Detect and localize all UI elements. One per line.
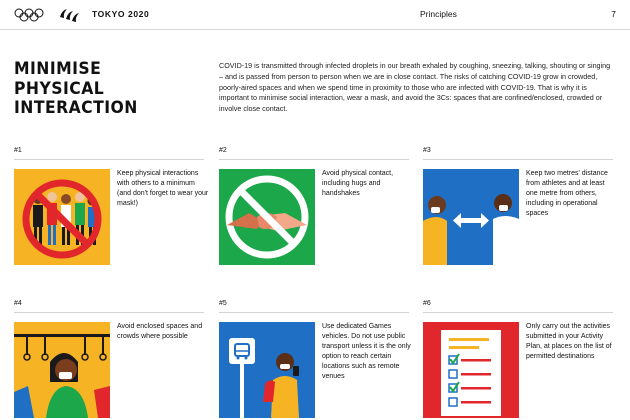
divider xyxy=(219,312,409,313)
principle-card xyxy=(14,147,214,277)
no-crowd-illustration xyxy=(14,169,110,265)
principle-number: #5 xyxy=(219,300,227,307)
bus-stop-illustration xyxy=(219,322,315,418)
principle-card xyxy=(219,147,419,277)
divider xyxy=(14,159,204,160)
principle-number: #2 xyxy=(219,147,227,154)
title-line: MINIMISE xyxy=(14,59,102,79)
principle-number: #6 xyxy=(423,300,431,307)
crowded-train-illustration xyxy=(14,322,110,418)
no-handshake-illustration xyxy=(219,169,315,265)
principle-number: #4 xyxy=(14,300,22,307)
divider xyxy=(423,159,613,160)
brand-name: TOKYO 2020 xyxy=(92,9,150,19)
principle-number: #1 xyxy=(14,147,22,154)
principle-card xyxy=(423,300,623,420)
principle-text: Use dedicated Games vehicles. Do not use public transport unless it is the only option to reach certain locations such as remote venues xyxy=(322,323,411,380)
principle-text: Keep physical interactions with others to a minimum (and don't forget to wear your mask!) xyxy=(117,170,209,207)
olympic-rings-icon xyxy=(14,8,44,22)
page-number: 7 xyxy=(611,9,616,19)
divider xyxy=(423,312,613,313)
principle-text: Avoid enclosed spaces and crowds where possible xyxy=(117,323,203,340)
section-title: Principles xyxy=(420,9,457,19)
principle-text: Keep two metres' distance from athletes and at least one metre from others, including in operational spaces xyxy=(526,170,608,217)
logos xyxy=(14,6,80,24)
divider xyxy=(14,312,204,313)
principle-card xyxy=(423,147,623,277)
principle-card xyxy=(14,300,214,420)
checklist-icon xyxy=(441,330,501,416)
principle-text: Avoid physical contact, including hugs and handshakes xyxy=(322,170,394,197)
principle-number: #3 xyxy=(423,147,431,154)
principle-card xyxy=(219,300,419,420)
title-line: INTERACTION xyxy=(14,98,138,118)
title-line: PHYSICAL xyxy=(14,78,105,99)
paralympic-agitos-icon xyxy=(58,7,80,23)
intro-paragraph: COVID-19 is transmitted through infected droplets in our breath exhaled by coughing, sneezing, talking, shouting or singing – and is passed from person to person when we are in close contact. The risks of catching COVID-19 grow in crowded, poorly-aired spaces and when we spend time in proximity to those who are infected with COVID-19. That is why it is important to minimise social interaction, wear a mask, and avoid the 3Cs: spaces that are confined/enclosed, crowded or involve close contact. xyxy=(219,61,611,114)
page-title xyxy=(14,59,138,119)
page-header xyxy=(0,0,630,30)
principle-text: Only carry out the activities submitted in your Activity Plan, at places on the list of permitted destinations xyxy=(526,323,612,360)
checklist-illustration xyxy=(423,322,519,418)
divider xyxy=(219,159,409,160)
distance-illustration xyxy=(423,169,519,265)
